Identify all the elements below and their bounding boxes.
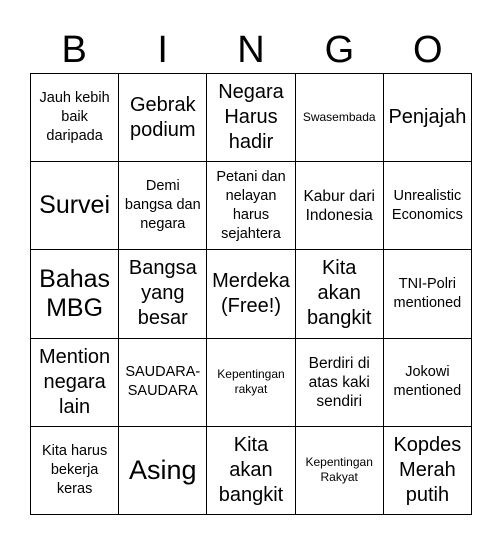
cell-text: Gebrak podium: [129, 93, 196, 141]
bingo-cell-r5-c5[interactable]: [384, 427, 472, 515]
bingo-cell-r3-c1[interactable]: [31, 250, 119, 338]
bingo-cell-r4-c4[interactable]: [296, 339, 384, 427]
cell-text: Demi bangsa dan negara: [124, 178, 201, 233]
cell-text: Bangsa yang besar: [128, 257, 197, 330]
bingo-header: [30, 26, 472, 74]
cell-text: Kabur dari Indonesia: [303, 187, 375, 224]
bingo-cell-r3-c2[interactable]: [119, 250, 207, 338]
bingo-cell-r4-c2[interactable]: [119, 339, 207, 427]
bingo-cell-r2-c4[interactable]: [296, 162, 384, 250]
header-letter-b: B: [61, 29, 87, 71]
cell-text: Kita harus bekerja keras: [41, 442, 108, 497]
cell-text: Swasembada: [302, 110, 376, 125]
bingo-cell-r3-c4[interactable]: [296, 250, 384, 338]
cell-text: Berdiri di atas kaki sendiri: [308, 354, 370, 410]
cell-text: Kepentingan rakyat: [217, 367, 285, 397]
bingo-cell-r1-c3[interactable]: [207, 74, 295, 162]
cell-text: Kopdes Merah putih: [393, 433, 462, 506]
bingo-cell-r3-c3[interactable]: [207, 250, 295, 338]
bingo-cell-r3-c5[interactable]: [384, 250, 472, 338]
bingo-cell-r5-c4[interactable]: [296, 427, 384, 515]
header-letter-g: G: [324, 29, 355, 71]
bingo-cell-r5-c1[interactable]: [31, 427, 119, 515]
cell-text: Kita akan bangkit: [306, 257, 372, 330]
cell-text: Jauh kebih baik daripada: [39, 90, 110, 145]
cell-text: Penjajah: [388, 106, 467, 129]
cell-text: Negara Harus hadir: [218, 81, 284, 154]
bingo-cell-r2-c3[interactable]: [207, 162, 295, 250]
header-letter-i: I: [157, 29, 168, 71]
bingo-cell-r5-c3[interactable]: [207, 427, 295, 515]
bingo-cell-r2-c5[interactable]: [384, 162, 472, 250]
cell-text: Unrealistic Economics: [391, 187, 463, 223]
header-letter-o: O: [413, 29, 443, 71]
bingo-cell-r4-c1[interactable]: [31, 339, 119, 427]
bingo-cell-r2-c1[interactable]: [31, 162, 119, 250]
bingo-cell-r4-c5[interactable]: [384, 339, 472, 427]
bingo-cell-r1-c5[interactable]: [384, 74, 472, 162]
cell-text: Petani dan nelayan harus sejahtera: [216, 168, 286, 242]
bingo-cell-r2-c2[interactable]: [119, 162, 207, 250]
cell-text: Survei: [39, 191, 111, 220]
bingo-cell-r1-c1[interactable]: [31, 74, 119, 162]
bingo-cell-r1-c4[interactable]: [296, 74, 384, 162]
cell-text: Merdeka (Free!): [212, 269, 290, 317]
cell-text: Asing: [129, 455, 197, 486]
cell-text: Bahas MBG: [39, 264, 111, 322]
header-letter-n: N: [237, 29, 265, 71]
bingo-cell-r1-c2[interactable]: [119, 74, 207, 162]
cell-text: TNI-Polri mentioned: [393, 275, 462, 311]
cell-text: Jokowi mentioned: [393, 364, 462, 400]
cell-text: Kita akan bangkit: [218, 433, 284, 506]
cell-text: Mention negara lain: [39, 345, 111, 418]
cell-text: Kepentingan Rakyat: [305, 455, 373, 485]
bingo-cell-r5-c2[interactable]: [119, 427, 207, 515]
bingo-cell-r4-c3[interactable]: [207, 339, 295, 427]
bingo-board: [30, 73, 472, 515]
cell-text: SAUDARA-SAUDARA: [125, 364, 201, 400]
